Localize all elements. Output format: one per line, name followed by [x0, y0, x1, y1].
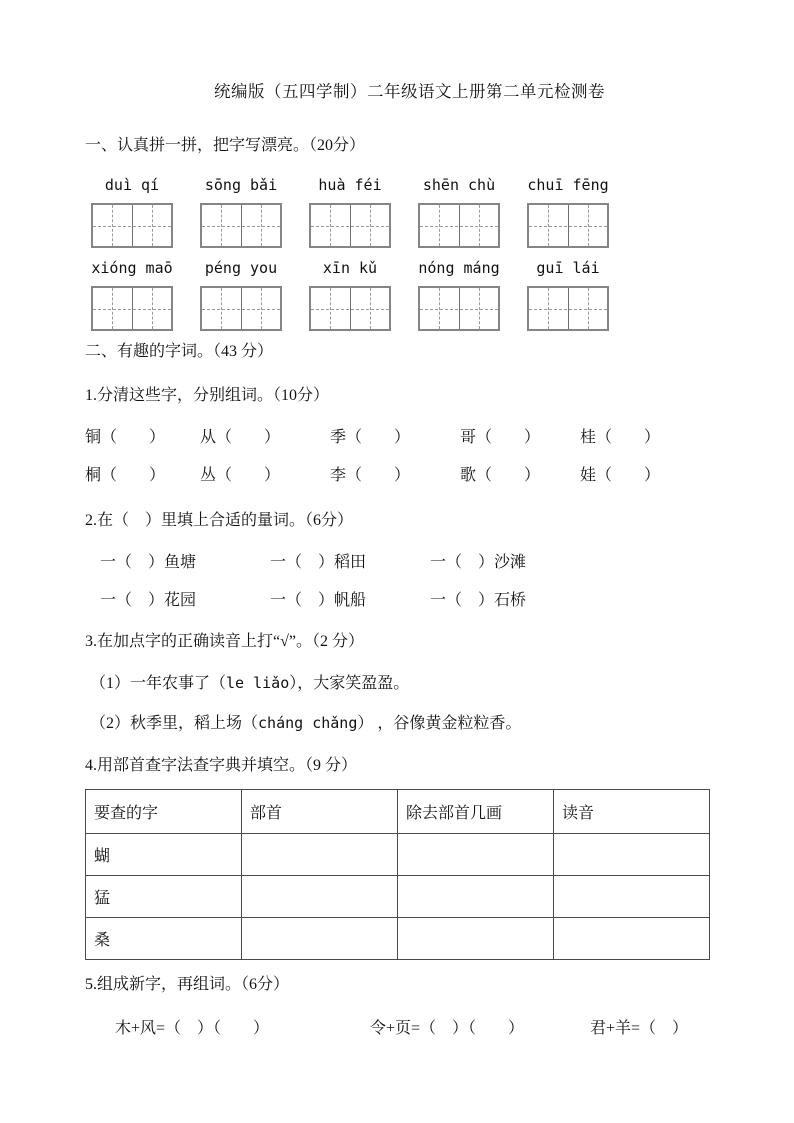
- pinyin-label: duì qí: [104, 176, 160, 194]
- answer-cell[interactable]: [398, 918, 554, 960]
- table-header-cell: 读音: [554, 790, 710, 834]
- pinyin-row-2: [91, 258, 734, 279]
- pinyin-label: guī lái: [536, 259, 600, 277]
- section1-heading: 一、认真拼一拼，把字写漂亮。（20分）: [85, 137, 366, 154]
- writing-grid-box[interactable]: [200, 286, 282, 331]
- writing-grid-box[interactable]: [91, 203, 173, 248]
- q1-word-row-1: [85, 427, 734, 448]
- word-blank: 季（ ）: [330, 429, 411, 446]
- word-blank: 哥（ ）: [460, 429, 541, 446]
- q3-item1-suffix: ），大家笑盈盈。: [289, 675, 410, 692]
- table-row: [86, 876, 710, 918]
- q3-item-2: [90, 713, 734, 734]
- combine-blank: 木+风=（ ）（ ）: [115, 1020, 270, 1037]
- pinyin-label: huà féi: [318, 176, 382, 194]
- q3-item1-prefix: （1）一年农事了（: [90, 675, 227, 692]
- writing-grid-box[interactable]: [309, 286, 391, 331]
- answer-cell[interactable]: [398, 876, 554, 918]
- q2-row-1: [100, 552, 734, 573]
- word-blank: 铜（ ）: [85, 429, 166, 446]
- page-title: 统编版（五四学制）二年级语文上册第二单元检测卷: [214, 82, 605, 101]
- writing-grid-box[interactable]: [309, 203, 391, 248]
- answer-cell[interactable]: [242, 834, 398, 876]
- q5-row: [115, 1018, 734, 1039]
- writing-grid-box[interactable]: [418, 286, 500, 331]
- dictionary-lookup-table: [85, 789, 710, 960]
- measure-word-blank: 一（ ）沙滩: [430, 554, 527, 571]
- table-row: [86, 834, 710, 876]
- word-blank: 歌（ ）: [460, 467, 541, 484]
- word-blank: 丛（ ）: [200, 467, 281, 484]
- writing-grid-box[interactable]: [418, 203, 500, 248]
- q3-item2-prefix: （2）秋季里，稻上场（: [90, 715, 259, 732]
- table-row: [86, 918, 710, 960]
- word-blank: 桂（ ）: [580, 429, 661, 446]
- q3-item2-pinyin: cháng chǎng: [258, 714, 358, 732]
- q5-heading: 5.组成新字，再组词。（6分）: [85, 976, 290, 993]
- pinyin-label: chuī fēng: [527, 176, 609, 194]
- word-blank: 从（ ）: [200, 429, 281, 446]
- pinyin-label: shēn chù: [422, 176, 496, 194]
- table-header-cell: 要查的字: [86, 790, 242, 834]
- q1-heading: 1.分清这些字，分别组词。（10分）: [85, 387, 330, 404]
- lookup-character-cell: 猛: [86, 876, 242, 918]
- q2-heading: 2.在（ ）里填上合适的量词。（6分）: [85, 512, 354, 529]
- q4-heading: 4.用部首查字法查字典并填空。（9 分）: [85, 757, 358, 774]
- measure-word-blank: 一（ ）稻田: [270, 554, 367, 571]
- word-blank: 桐（ ）: [85, 467, 166, 484]
- word-blank: 娃（ ）: [580, 467, 661, 484]
- pinyin-row-1: [91, 175, 734, 196]
- measure-word-blank: 一（ ）鱼塘: [100, 554, 197, 571]
- pinyin-label: péng you: [204, 259, 278, 277]
- pinyin-label: nóng máng: [418, 259, 500, 277]
- combine-blank: 君+羊=（ ）: [590, 1020, 689, 1037]
- answer-cell[interactable]: [242, 876, 398, 918]
- writing-grid-box[interactable]: [200, 203, 282, 248]
- table-header-cell: 除去部首几画: [398, 790, 554, 834]
- writing-grid-row-2: [91, 286, 734, 331]
- pinyin-label: xióng maō: [91, 259, 173, 277]
- word-blank: 李（ ）: [330, 467, 411, 484]
- measure-word-blank: 一（ ）花园: [100, 592, 197, 609]
- table-header-cell: 部首: [242, 790, 398, 834]
- answer-cell[interactable]: [398, 834, 554, 876]
- lookup-character-cell: 蝴: [86, 834, 242, 876]
- table-header-row: [86, 790, 710, 834]
- answer-cell[interactable]: [554, 918, 710, 960]
- combine-blank: 令+页=（ ）（ ）: [370, 1020, 525, 1037]
- answer-cell[interactable]: [554, 876, 710, 918]
- q3-item-1: [90, 673, 734, 694]
- q3-item2-suffix: ） ，谷像黄金粒粒香。: [357, 715, 522, 732]
- writing-grid-box[interactable]: [527, 286, 609, 331]
- pinyin-label: xīn kǔ: [322, 259, 378, 277]
- writing-grid-box[interactable]: [91, 286, 173, 331]
- pinyin-label: sōng bǎi: [204, 176, 278, 194]
- answer-cell[interactable]: [554, 834, 710, 876]
- q3-item1-pinyin: le liǎo: [226, 674, 290, 692]
- measure-word-blank: 一（ ）帆船: [270, 592, 367, 609]
- q2-row-2: [100, 590, 734, 611]
- measure-word-blank: 一（ ）石桥: [430, 592, 527, 609]
- section2-heading: 二、有趣的字词。（43 分）: [85, 343, 274, 360]
- writing-grid-box[interactable]: [527, 203, 609, 248]
- lookup-character-cell: 桑: [86, 918, 242, 960]
- writing-grid-row-1: [91, 203, 734, 248]
- answer-cell[interactable]: [242, 918, 398, 960]
- q1-word-row-2: [85, 465, 734, 486]
- q3-heading: 3.在加点字的正确读音上打“√”。（2 分）: [85, 633, 364, 650]
